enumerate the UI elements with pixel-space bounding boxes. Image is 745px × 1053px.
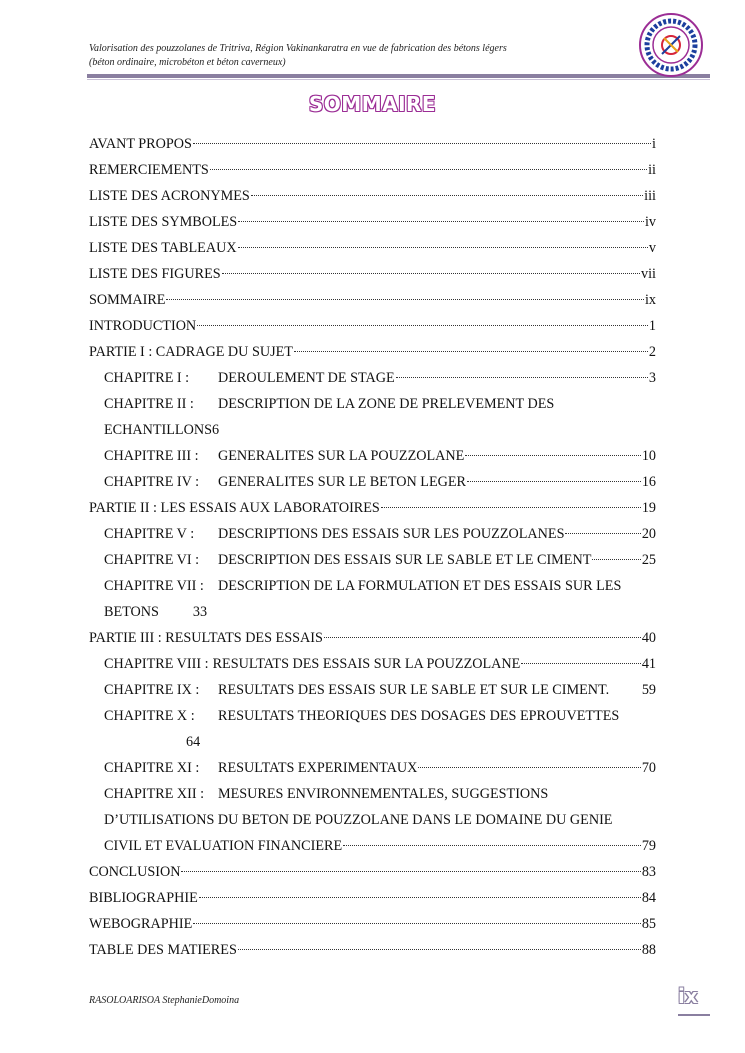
dot-leader <box>565 533 640 534</box>
toc-entry-remerciements[interactable]: REMERCIEMENTS ii <box>89 162 656 178</box>
dot-leader <box>343 845 641 846</box>
toc-entry-chapitre-10-continued[interactable]: 64 <box>186 734 201 750</box>
toc-entry-partie-1[interactable]: PARTIE I : CADRAGE DU SUJET 2 <box>89 344 656 360</box>
toc-entry-bibliographie[interactable]: BIBLIOGRAPHIE 84 <box>89 890 656 906</box>
dot-leader <box>396 377 648 378</box>
toc-entry-chapitre-1[interactable]: CHAPITRE I : DEROULEMENT DE STAGE 3 <box>104 370 656 386</box>
toc-entry-chapitre-2[interactable]: CHAPITRE II : DESCRIPTION DE LA ZONE DE PRELEVEMENT DES <box>104 396 555 412</box>
toc-entry-introduction[interactable]: INTRODUCTION 1 <box>89 318 656 334</box>
toc-entry-chapitre-12[interactable]: CHAPITRE XII : MESURES ENVIRONNEMENTALES, SUGGESTIONS <box>104 786 549 802</box>
dot-leader <box>294 351 648 352</box>
dot-leader <box>521 663 640 664</box>
toc-entry-chapitre-2-continued[interactable]: ECHANTILLONS6 <box>104 422 220 438</box>
toc-entry-acronymes[interactable]: LISTE DES ACRONYMES iii <box>89 188 656 204</box>
dot-leader <box>238 247 648 248</box>
running-header <box>89 42 629 70</box>
dot-leader <box>193 923 641 924</box>
dot-leader <box>238 221 644 222</box>
dot-leader <box>193 143 651 144</box>
table-of-contents <box>89 131 656 963</box>
toc-entry-chapitre-3[interactable]: CHAPITRE III : GENERALITES SUR LA POUZZOLANE 10 <box>104 448 656 464</box>
toc-entry-partie-2[interactable]: PARTIE II : LES ESSAIS AUX LABORATOIRES 19 <box>89 500 656 516</box>
dot-leader <box>381 507 641 508</box>
dot-leader <box>197 325 648 326</box>
toc-entry-chapitre-9[interactable]: CHAPITRE IX : RESULTATS DES ESSAIS SUR LE SABLE ET SUR LE CIMENT. 59 <box>104 682 656 698</box>
dot-leader <box>465 455 641 456</box>
toc-entry-sommaire[interactable]: SOMMAIRE ix <box>89 292 656 308</box>
dot-leader <box>418 767 640 768</box>
header-rule-thin <box>87 79 710 80</box>
toc-entry-chapitre-12-continued-2[interactable]: CIVIL ET EVALUATION FINANCIERE 79 <box>104 838 656 854</box>
footer-author: RASOLOARISOA StephanieDomoina <box>89 995 240 1006</box>
dot-leader <box>181 871 640 872</box>
dot-leader <box>238 949 641 950</box>
toc-entry-chapitre-4[interactable]: CHAPITRE IV : GENERALITES SUR LE BETON LEGER 16 <box>104 474 656 490</box>
dot-leader <box>199 897 641 898</box>
header-rule <box>87 74 710 78</box>
faculty-seal-icon <box>638 12 704 78</box>
toc-entry-partie-3[interactable]: PARTIE III : RESULTATS DES ESSAIS 40 <box>89 630 656 646</box>
toc-entry-avant-propos[interactable]: AVANT PROPOS i <box>89 136 656 152</box>
toc-entry-conclusion[interactable]: CONCLUSION 83 <box>89 864 656 880</box>
dot-leader <box>166 299 643 300</box>
toc-entry-chapitre-11[interactable]: CHAPITRE XI : RESULTATS EXPERIMENTAUX 70 <box>104 760 656 776</box>
toc-entry-symboles[interactable]: LISTE DES SYMBOLES iv <box>89 214 656 230</box>
page-number: ix <box>678 984 698 1008</box>
dot-leader <box>324 637 641 638</box>
page-number-rule <box>678 1014 710 1016</box>
toc-entry-chapitre-6[interactable]: CHAPITRE VI : DESCRIPTION DES ESSAIS SUR LE SABLE ET LE CIMENT 25 <box>104 552 656 568</box>
dot-leader <box>210 169 647 170</box>
dot-leader <box>222 273 640 274</box>
toc-entry-chapitre-5[interactable]: CHAPITRE V : DESCRIPTIONS DES ESSAIS SUR LES POUZZOLANES 20 <box>104 526 656 542</box>
dot-leader <box>467 481 641 482</box>
toc-entry-chapitre-8[interactable]: CHAPITRE VIII : RESULTATS DES ESSAIS SUR LA POUZZOLANE 41 <box>104 656 656 672</box>
toc-entry-chapitre-7[interactable]: CHAPITRE VII : DESCRIPTION DE LA FORMULATION ET DES ESSAIS SUR LES <box>104 578 622 594</box>
toc-entry-table-des-matieres[interactable]: TABLE DES MATIERES 88 <box>89 942 656 958</box>
dot-leader <box>251 195 643 196</box>
dot-leader <box>592 559 640 560</box>
toc-entry-figures[interactable]: LISTE DES FIGURES vii <box>89 266 656 282</box>
header-line-2: (béton ordinaire, microbéton et béton caverneux) <box>89 57 286 68</box>
page-title: SOMMAIRE <box>308 92 437 116</box>
toc-entry-webographie[interactable]: WEBOGRAPHIE 85 <box>89 916 656 932</box>
header-line-1: Valorisation des pouzzolanes de Tritriva, Région Vakinankaratra en vue de fabrication des bétons légers <box>89 43 507 54</box>
toc-entry-chapitre-12-continued-1[interactable]: D’UTILISATIONS DU BETON DE POUZZOLANE DANS LE DOMAINE DU GENIE <box>104 812 613 828</box>
toc-entry-chapitre-10[interactable]: CHAPITRE X : RESULTATS THEORIQUES DES DOSAGES DES EPROUVETTES <box>104 708 620 724</box>
toc-entry-chapitre-7-continued[interactable]: BETONS 33 <box>104 604 208 620</box>
toc-entry-tableaux[interactable]: LISTE DES TABLEAUX v <box>89 240 656 256</box>
